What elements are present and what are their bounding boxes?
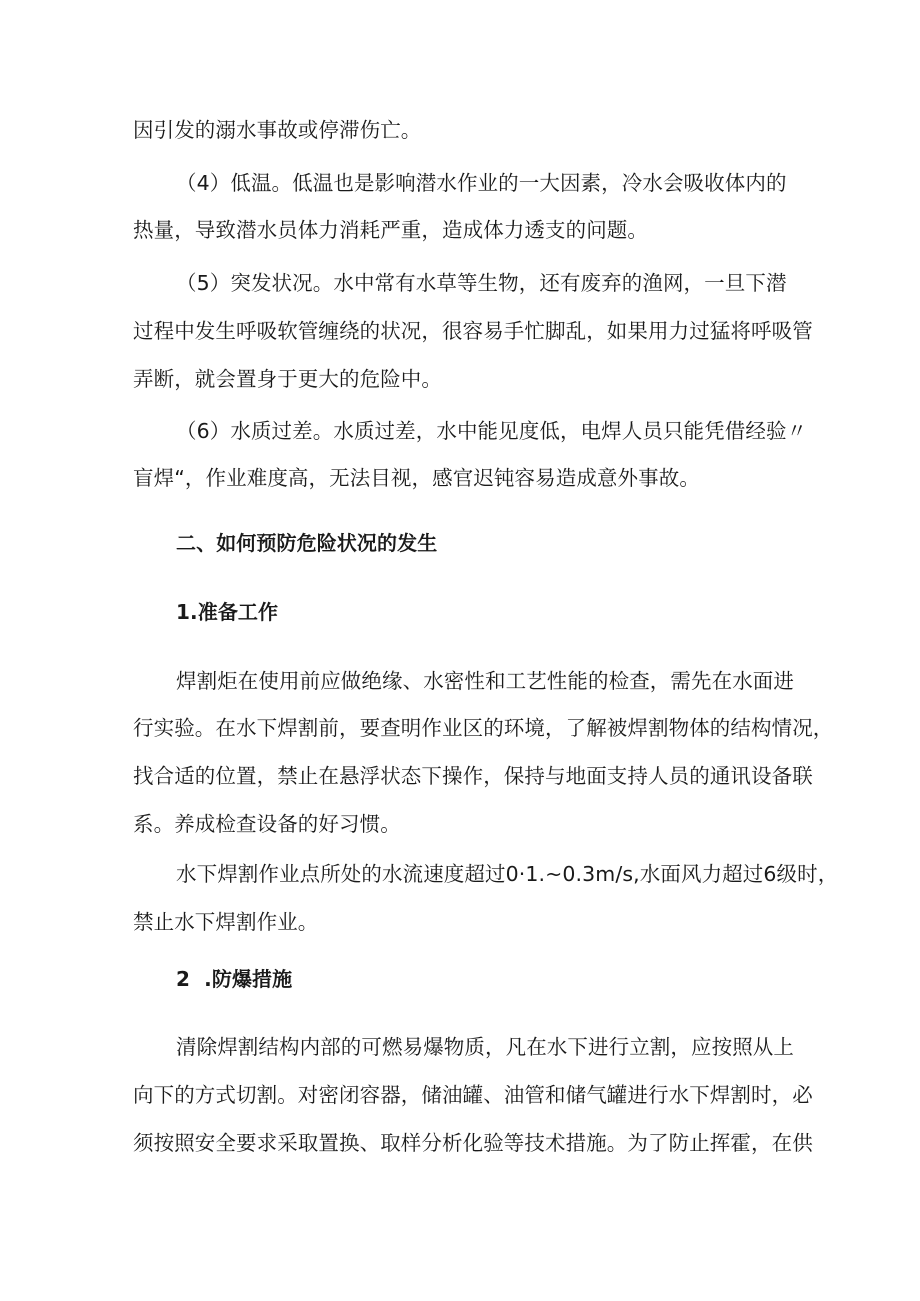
subsection-heading: 2 .防爆措施	[176, 967, 293, 991]
paragraph-line: 因引发的溺水事故或停滞伤亡。	[133, 118, 422, 142]
paragraph-line: 系。养成检查设备的好习惯。	[133, 812, 401, 836]
paragraph-line: 禁止水下焊割作业。	[133, 910, 319, 934]
paragraph-line: （4）低温。低温也是影响潜水作业的一大因素，冷水会吸收体内的	[176, 171, 787, 195]
paragraph-line: 热量，导致潜水员体力消耗严重，造成体力透支的问题。	[133, 218, 648, 242]
paragraph-line: 焊割炬在使用前应做绝缘、水密性和工艺性能的检查，需先在水面进	[176, 669, 794, 693]
paragraph-line: 行实验。在水下焊割前，要查明作业区的环境，了解被焊割物体的结构情况，	[133, 716, 834, 740]
paragraph-line: 须按照安全要求采取置换、取样分析化验等技术措施。为了防止挥霍，在供	[133, 1131, 813, 1155]
paragraph-line: 找合适的位置，禁止在悬浮状态下操作，保持与地面支持人员的通讯设备联	[133, 764, 813, 788]
paragraph-line: 清除焊割结构内部的可燃易爆物质，凡在水下进行立割，应按照从上	[176, 1035, 794, 1059]
paragraph-line: 盲焊“，作业难度高，无法目视，感官迟钝容易造成意外事故。	[133, 466, 700, 490]
subsection-heading: 1.准备工作	[176, 600, 279, 624]
paragraph-line: 弄断，就会置身于更大的危险中。	[133, 367, 442, 391]
section-heading: 二、如何预防危险状况的发生	[176, 531, 438, 555]
paragraph-line: 水下焊割作业点所处的水流速度超过0·1.~0.3m∕s,水面风力超过6级时，	[176, 862, 839, 886]
paragraph-line: 过程中发生呼吸软管缠绕的状况，很容易手忙脚乱，如果用力过猛将呼吸管	[133, 319, 813, 343]
paragraph-line: （5）突发状况。水中常有水草等生物，还有废弃的渔网，一旦下潜	[176, 271, 787, 295]
paragraph-line: （6）水质过差。水质过差，水中能见度低，电焊人员只能凭借经验〃	[176, 419, 808, 443]
paragraph-line: 向下的方式切割。对密闭容器，储油罐、油管和储气罐进行水下焊割时，必	[133, 1083, 813, 1107]
